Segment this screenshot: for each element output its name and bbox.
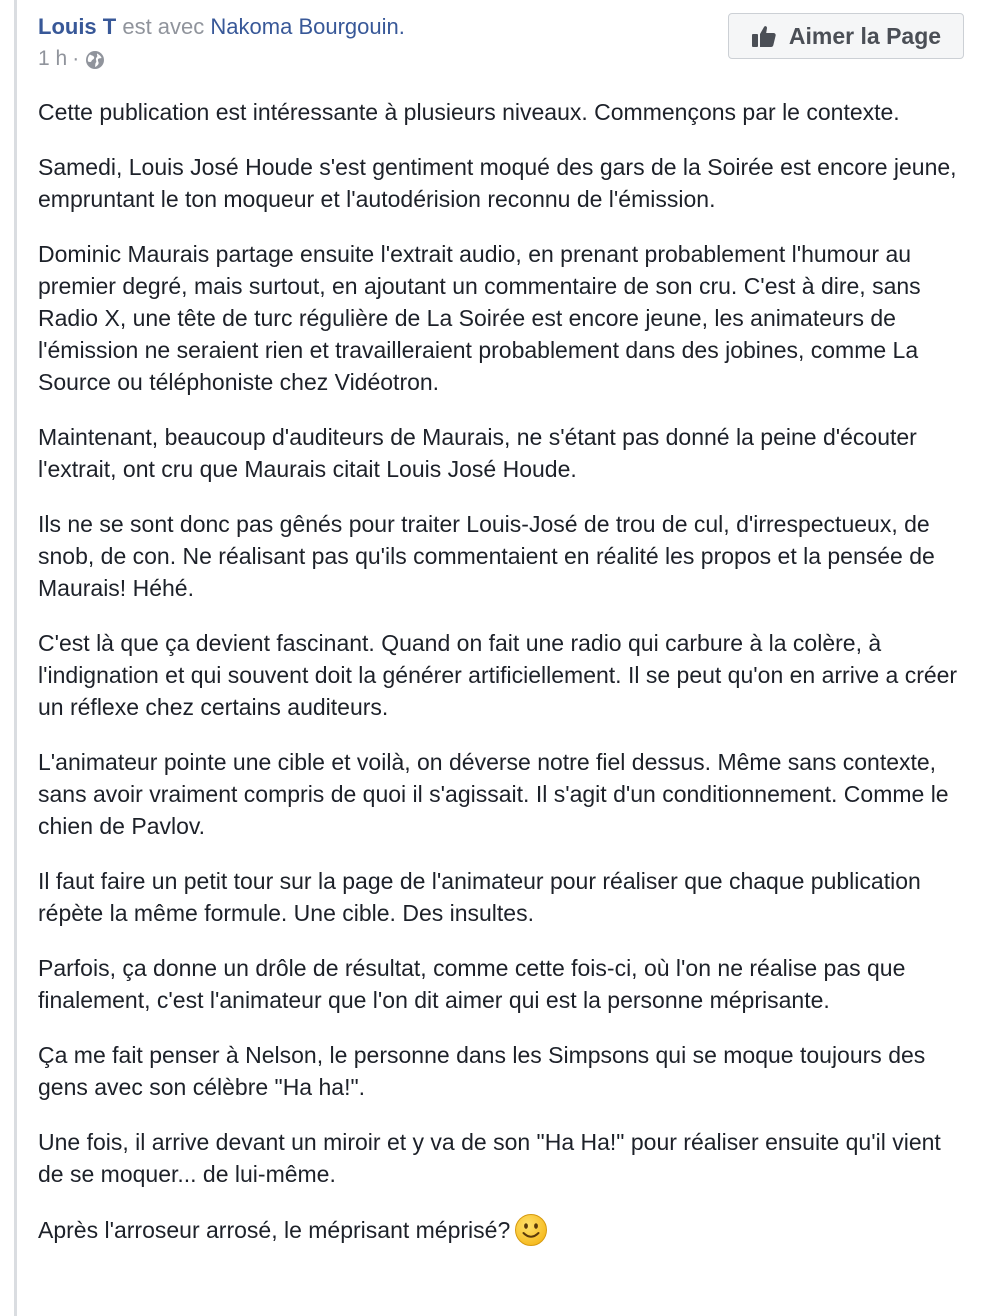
tagged-person-link[interactable]: Nakoma Bourgouin. (210, 14, 405, 39)
author-line (38, 12, 405, 42)
paragraph-9: Parfois, ça donne un drôle de résultat, comme cette fois-ci, où l'on ne réalise pas que finalement, c'est l'animateur que l'on dit aimer qui est la personne méprisante. (38, 955, 906, 1013)
smiley-icon (514, 1213, 548, 1247)
post-body (38, 96, 974, 1247)
with-text: est avec (122, 14, 205, 39)
post-timestamp[interactable]: 1 h (38, 47, 68, 70)
meta-separator: · (72, 47, 80, 70)
post-meta (38, 44, 105, 74)
paragraph-10: Ça me fait penser à Nelson, le personne dans les Simpsons qui se moque toujours des gens avec son célèbre "Ha ha!". (38, 1042, 926, 1100)
globe-icon[interactable] (85, 49, 105, 69)
paragraph-6: C'est là que ça devient fascinant. Quand on fait une radio qui carbure à la colère, à l'indignation et qui souvent doit la générer artificiellement. Il se peut qu'on en arrive a créer un réflexe chez certains auditeurs. (38, 630, 958, 720)
paragraph-8: Il faut faire un petit tour sur la page de l'animateur pour réaliser que chaque publication répète la même formule. Une cible. Des insultes. (38, 868, 921, 926)
facebook-post (38, 0, 974, 1270)
final-sentence: Après l'arroseur arrosé, le méprisant méprisé? (38, 1217, 511, 1243)
paragraph-3: Dominic Maurais partage ensuite l'extrait audio, en prenant probablement l'humour au premier degré, mais surtout, en ajoutant un commentaire de son cru. C'est à dire, sans Radio X, une tête de turc régulière de La Soirée est encore jeune, les animateurs de l'émission ne seraient rien et travailleraient probablement dans des jobines, comme La Source ou téléphoniste chez Vidéotron. (38, 241, 921, 395)
author-name-link[interactable]: Louis T (38, 14, 117, 39)
paragraph-5: Ils ne se sont donc pas gênés pour traiter Louis-José de trou de cul, d'irrespectueux, de snob, de con. Ne réalisant pas qu'ils commentaient en réalité les propos et la pensée de Maurais! Héhé. (38, 511, 935, 601)
post-header (38, 0, 974, 96)
post-left-border (14, 0, 17, 1316)
paragraph-12 (38, 1213, 968, 1247)
thumbs-up-icon (751, 23, 777, 49)
paragraph-4: Maintenant, beaucoup d'auditeurs de Maurais, ne s'étant pas donné la peine d'écouter l'extrait, ont cru que Maurais citait Louis José Houde. (38, 424, 917, 482)
like-page-label: Aimer la Page (788, 22, 942, 49)
paragraph-2: Samedi, Louis José Houde s'est gentiment moqué des gars de la Soirée est encore jeune, empruntant le ton moqueur et l'autodérision reconnu de l'émission. (38, 154, 957, 212)
paragraph-7: L'animateur pointe une cible et voilà, on déverse notre fiel dessus. Même sans contexte, sans avoir vraiment compris de quoi il s'agissait. Il s'agit d'un conditionnement. Comme le chien de Pavlov. (38, 749, 949, 839)
paragraph-1: Cette publication est intéressante à plusieurs niveaux. Commençons par le contexte. (38, 99, 900, 125)
like-page-button[interactable] (728, 13, 964, 59)
paragraph-11: Une fois, il arrive devant un miroir et y va de son "Ha Ha!" pour réaliser ensuite qu'il vient de se moquer... de lui-même. (38, 1129, 941, 1187)
